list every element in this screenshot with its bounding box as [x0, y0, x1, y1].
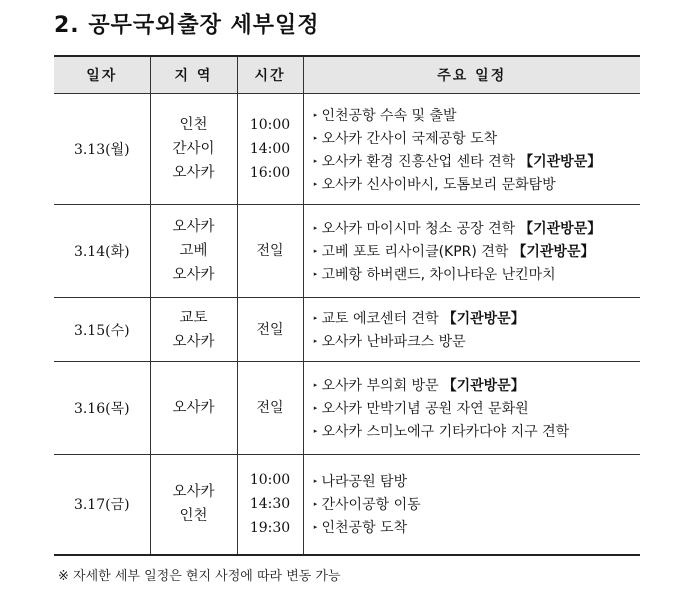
time-value: 10:00	[249, 117, 291, 133]
schedule-item-text: 인천공항 도착	[321, 520, 408, 537]
bullet-icon: ▸	[313, 133, 318, 142]
region-cell	[150, 205, 237, 298]
bullet-icon: ▸	[313, 500, 318, 509]
bullet-icon: ▸	[313, 179, 318, 188]
table-row	[54, 205, 640, 298]
schedule-cell	[303, 94, 640, 205]
date-cell: 3.13(월)	[54, 94, 150, 205]
bullet-icon: ▸	[313, 477, 318, 486]
bullet-icon: ▸	[313, 427, 318, 435]
time-value: 19:30	[249, 520, 291, 537]
schedule-item-text: 오사카 간사이 국제공항 도착	[321, 130, 498, 147]
schedule-cell	[303, 362, 640, 455]
list-item	[310, 397, 641, 420]
region-name: 오사카	[172, 219, 215, 235]
bullet-icon: ▸	[313, 523, 318, 532]
schedule-item-text: 오사카 스미노에구 기타카다야 지구 견학	[321, 424, 570, 440]
region-name: 간사이	[172, 141, 215, 157]
bullet-icon: ▸	[313, 247, 318, 255]
schedule-item-text: 고베 포토 리사이클(KPR) 견학	[321, 244, 509, 260]
list-item	[310, 420, 641, 443]
list-item	[310, 217, 641, 240]
time-cell	[237, 205, 303, 298]
date-cell: 3.16(목)	[54, 362, 150, 455]
schedule-item-text: 간사이공항 이동	[321, 497, 421, 514]
footnote: ※ 자세한 세부 일정은 현지 사정에 따라 변동 가능	[58, 569, 341, 584]
date-cell: 3.15(수)	[54, 298, 150, 362]
visit-tag: 【기관방문】	[442, 378, 525, 394]
region-name: 오사카	[172, 165, 215, 181]
region-name: 오사카	[172, 400, 215, 416]
time-cell	[237, 455, 303, 555]
list-item	[310, 172, 641, 195]
bullet-icon: ▸	[313, 110, 318, 119]
table-header-row	[54, 56, 640, 94]
list-item	[310, 149, 641, 172]
time-value: 전일	[256, 243, 284, 259]
schedule-cell	[303, 298, 640, 362]
list-item	[310, 470, 641, 493]
time-value: 전일	[256, 400, 284, 416]
table-row	[54, 362, 640, 455]
list-item	[310, 103, 641, 126]
region-name: 오사카	[172, 333, 215, 350]
date-cell: 3.14(화)	[54, 205, 150, 298]
bullet-icon: ▸	[313, 156, 318, 165]
header-schedule: 주요 일정	[303, 56, 640, 94]
list-item	[310, 516, 641, 539]
list-item	[310, 263, 641, 286]
time-cell	[237, 298, 303, 362]
schedule-item-text: 오사카 난바파크스 방문	[321, 334, 466, 350]
region-name: 인천	[179, 117, 208, 133]
page-title: 2. 공무국외출장 세부일정	[54, 13, 320, 38]
schedule-item-text: 오사카 만박기념 공원 자연 문화원	[321, 401, 529, 417]
time-value: 10:00	[249, 472, 291, 489]
bullet-icon: ▸	[313, 224, 318, 232]
region-cell	[150, 455, 237, 555]
list-item	[310, 330, 641, 353]
time-cell	[237, 94, 303, 205]
header-region: 지 역	[150, 56, 237, 94]
region-name: 교토	[179, 309, 208, 326]
region-cell	[150, 362, 237, 455]
schedule-item-text: 나라공원 탐방	[321, 474, 408, 491]
header-time: 시간	[237, 56, 303, 94]
bullet-icon: ▸	[313, 381, 318, 389]
list-item	[310, 126, 641, 149]
list-item	[310, 493, 641, 516]
schedule-item-text: 오사카 환경 진흥산업 센타 견학	[321, 153, 516, 170]
schedule-item-text: 인천공항 수속 및 출발	[321, 107, 457, 124]
bullet-icon: ▸	[313, 270, 318, 278]
table-row	[54, 455, 640, 555]
region-name: 오사카	[172, 267, 215, 283]
table-row	[54, 94, 640, 205]
schedule-cell	[303, 455, 640, 555]
time-cell	[237, 362, 303, 455]
table-row	[54, 298, 640, 362]
visit-tag: 【기관방문】	[442, 311, 525, 327]
visit-tag: 【기관방문】	[512, 244, 595, 260]
time-value: 16:00	[249, 165, 291, 181]
list-item	[310, 240, 641, 263]
header-date: 일자	[54, 56, 150, 94]
bullet-icon: ▸	[313, 314, 318, 322]
visit-tag: 【기관방문】	[519, 153, 602, 170]
schedule-item-text: 고베항 하버랜드, 차이나타운 난킨마치	[321, 267, 556, 283]
date-cell: 3.17(금)	[54, 455, 150, 555]
region-cell	[150, 94, 237, 205]
time-value: 14:00	[249, 141, 291, 157]
list-item	[310, 374, 641, 397]
bullet-icon: ▸	[313, 337, 318, 345]
schedule-item-text: 교토 에코센터 견학	[321, 311, 439, 327]
region-name: 인천	[179, 508, 208, 525]
region-cell	[150, 298, 237, 362]
list-item	[310, 307, 641, 330]
bullet-icon: ▸	[313, 404, 318, 412]
schedule-cell	[303, 205, 640, 298]
schedule-item-text: 오사카 부의회 방문	[321, 378, 439, 394]
time-value: 전일	[256, 321, 284, 338]
time-value: 14:30	[249, 496, 291, 513]
schedule-table	[54, 55, 640, 556]
region-name: 고베	[179, 243, 208, 259]
schedule-item-text: 오사카 마이시마 청소 공장 견학	[321, 221, 516, 237]
visit-tag: 【기관방문】	[519, 221, 602, 237]
region-name: 오사카	[172, 484, 215, 501]
schedule-item-text: 오사카 신사이바시, 도톰보리 문화탐방	[321, 176, 556, 193]
